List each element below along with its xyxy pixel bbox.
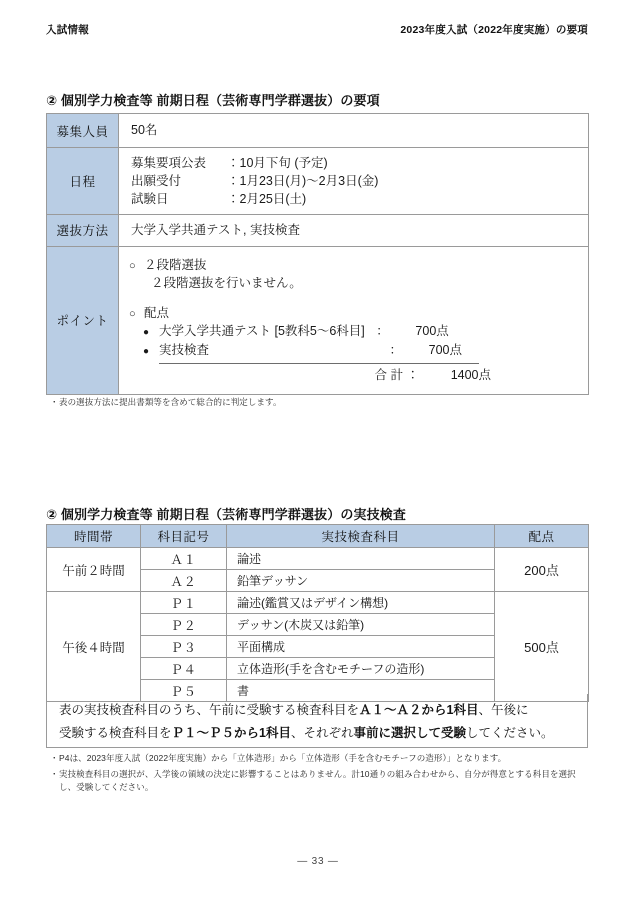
subject-code: Ｐ２: [141, 614, 227, 636]
allocation-title: 配点: [144, 305, 170, 320]
table-row: [47, 246, 589, 394]
score-morning: 200点: [495, 548, 589, 592]
running-head: [46, 22, 588, 38]
column-header-time: 時間帯: [47, 525, 141, 548]
schedule-value: [119, 148, 589, 215]
schedule-list: [131, 154, 588, 208]
two-stage-heading: [129, 255, 588, 274]
section-1-footnote: [50, 396, 590, 412]
filled-circle-icon: ●: [143, 346, 150, 358]
capacity-label: 募集人員: [47, 114, 119, 148]
total-row: [129, 364, 588, 388]
total-value: 1400点: [450, 367, 491, 382]
schedule-item-key: 募集要項公表: [131, 156, 207, 170]
score-afternoon: 500点: [495, 592, 589, 702]
page-number: — 33 —: [297, 856, 339, 867]
selection-note-line-2: [59, 722, 577, 745]
table-row: [47, 114, 589, 148]
footnote-bullet: ・: [50, 768, 59, 779]
allocation-group: [129, 303, 588, 388]
subject-name: 立体造形(手を含むモチーフの造形): [227, 658, 495, 680]
subject-code: Ｐ４: [141, 658, 227, 680]
subject-name: 書: [227, 680, 495, 702]
schedule-item-key: 出願受付: [131, 174, 182, 189]
time-slot-morning: 午前２時間: [47, 548, 141, 592]
allocation-heading: [129, 303, 588, 322]
two-stage-group: [129, 255, 588, 293]
allocation-item: [129, 341, 588, 360]
time-slot-afternoon: 午後４時間: [47, 592, 141, 702]
subject-code: Ａ２: [141, 570, 227, 592]
total-label: 合 計 ：: [374, 367, 419, 382]
two-stage-detail: ２段階選抜を行いません。: [151, 275, 302, 290]
schedule-label: 日程: [47, 148, 119, 215]
table-row: [47, 548, 589, 570]
allocation-item-colon: ：: [389, 343, 403, 358]
table-header-row: [47, 525, 589, 548]
subject-code: Ｐ３: [141, 636, 227, 658]
column-header-subject: 実技検査科目: [227, 525, 495, 548]
section-2-footnotes: [50, 752, 590, 797]
note-text: 、午後に: [478, 703, 529, 717]
requirements-table: [46, 113, 589, 395]
practical-exam-table: [46, 524, 589, 702]
points-value: [119, 246, 589, 394]
subject-name: 論述: [227, 548, 495, 570]
subject-name: 鉛筆デッサン: [227, 570, 495, 592]
subject-name: デッサン(木炭又は鉛筆): [227, 614, 495, 636]
footnote-item: [50, 396, 590, 410]
allocation-item-value: 700点: [428, 343, 463, 358]
section-1-heading: ② 個別学力検査等 前期日程（芸術専門学群選抜）の要項: [46, 93, 380, 108]
subject-code: Ｐ５: [141, 680, 227, 702]
allocation-item: [129, 322, 588, 341]
note-emphasis: Ａ１〜Ａ２から1科目: [359, 703, 479, 717]
selection-note-box: [46, 694, 588, 748]
note-text: 表の実技検査科目のうち、午前に受験する検査科目を: [59, 703, 360, 717]
open-circle-icon: ○: [129, 259, 136, 272]
schedule-item: [131, 172, 588, 190]
subject-name: 論述(鑑賞又はデザイン構想): [227, 592, 495, 614]
note-emphasis: Ｐ１〜Ｐ５から1科目: [171, 726, 291, 741]
column-header-code: 科目記号: [141, 525, 227, 548]
subject-code: Ｐ１: [141, 592, 227, 614]
two-stage-title: ２段階選抜: [144, 257, 207, 272]
note-text: 受験する検査科目を: [59, 726, 172, 741]
schedule-item-value: ：2月25日(土): [227, 192, 307, 207]
subject-code: Ａ１: [141, 548, 227, 570]
open-circle-icon: ○: [129, 307, 136, 320]
method-value: 大学入学共通テスト, 実技検査: [119, 215, 589, 246]
selection-note-line-1: [59, 699, 577, 722]
footnote-item: [50, 752, 590, 766]
filled-circle-icon: ●: [143, 327, 150, 339]
allocation-item-value: 700点: [415, 324, 449, 339]
allocation-item-name: 実技検査: [159, 343, 210, 358]
footnote-bullet: ・: [50, 397, 59, 407]
capacity-value: 50名: [119, 114, 589, 148]
subject-name: 平面構成: [227, 636, 495, 658]
footnote-text: P4は、2023年度入試（2022年度実施）から「立体造形」から「立体造形（手を含むモチーフの造形）」となります。: [59, 753, 507, 763]
note-emphasis: 事前に選択して受験: [353, 726, 466, 741]
method-label: 選抜方法: [47, 215, 119, 246]
section-2-heading: ② 個別学力検査等 前期日程（芸術専門学群選抜）の実技検査: [46, 507, 407, 522]
points-label: ポイント: [47, 246, 119, 394]
column-header-score: 配点: [495, 525, 589, 548]
points-block: [119, 247, 588, 394]
footnote-text: 実技検査科目の選択が、入学後の領域の決定に影響することはありません。計10通りの組み合わせから、自分が得意とする科目を選択し、受験してください。: [59, 768, 576, 793]
footnote-bullet: ・: [50, 753, 59, 763]
schedule-item-value: ：10月下旬 (予定): [227, 156, 328, 170]
allocation-item-colon: ：: [376, 324, 389, 339]
note-text: してください。: [466, 726, 554, 741]
table-row: [47, 592, 589, 614]
note-text: 、それぞれ: [290, 726, 354, 741]
running-head-left: 入試情報: [46, 24, 89, 36]
allocation-item-name: 大学入学共通テスト [5教科5〜6科目]: [159, 324, 365, 339]
schedule-item: [131, 190, 588, 208]
schedule-item: [131, 154, 588, 172]
table-row: [47, 215, 589, 246]
footnote-text: 表の選抜方法に提出書類等を含めて総合的に判定します。: [59, 397, 282, 407]
running-head-right: 2023年度入試（2022年度実施）の要項: [400, 24, 588, 36]
schedule-item-key: 試験日: [131, 192, 169, 207]
table-row: [47, 148, 589, 215]
schedule-item-value: ：1月23日(月)〜2月3日(金): [227, 174, 379, 189]
footnote-item: [50, 768, 590, 795]
